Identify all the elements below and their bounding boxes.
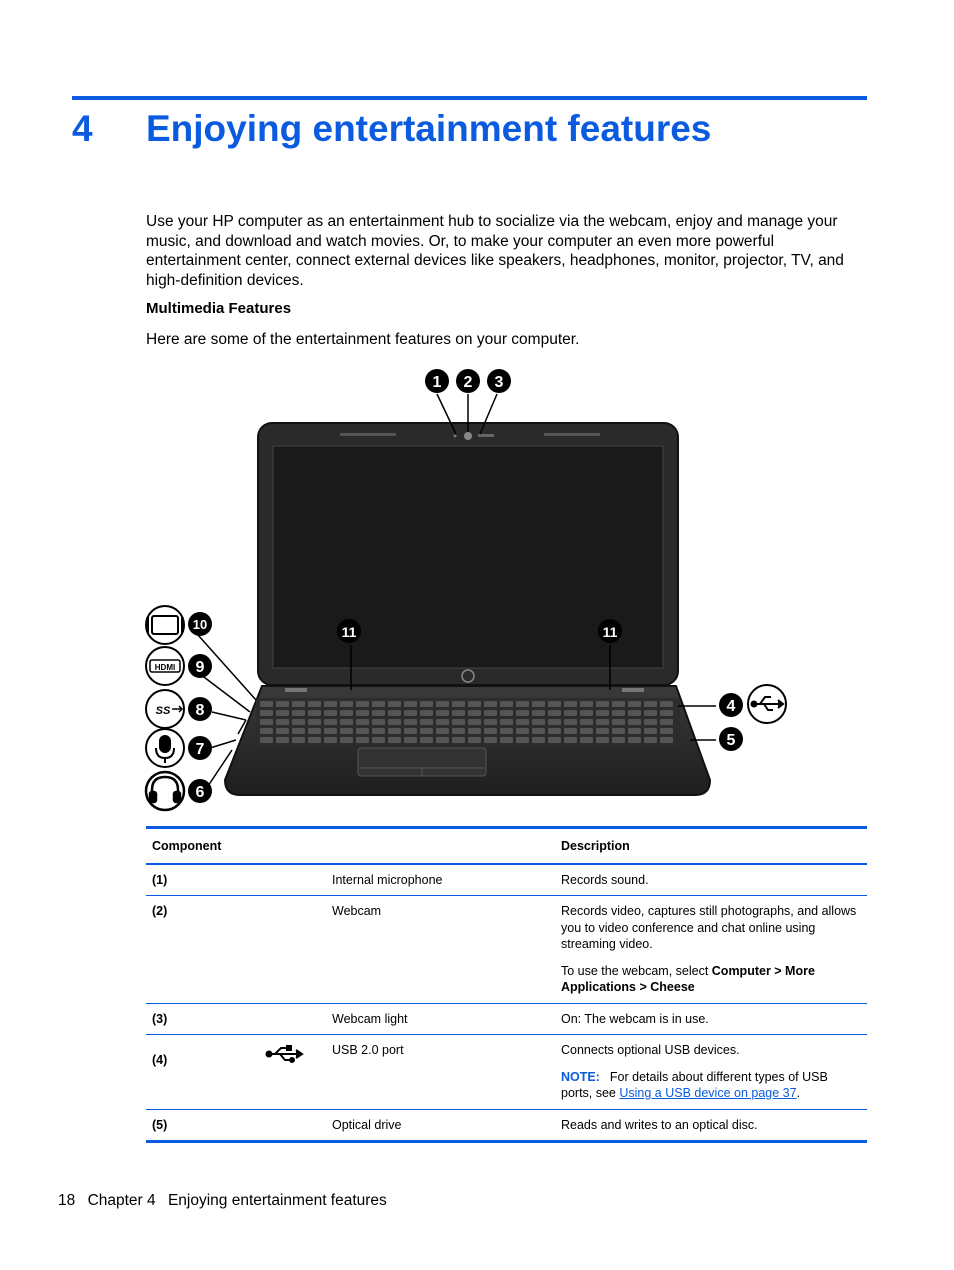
section-heading: Multimedia Features (146, 300, 292, 317)
keyboard-key (324, 728, 337, 734)
keyboard-key (484, 710, 497, 716)
keyboard-key (452, 728, 465, 734)
keyboard-key (324, 710, 337, 716)
callout-8 (188, 697, 212, 721)
callout-9 (188, 654, 212, 678)
keyboard-key (644, 737, 657, 743)
keyboard-key (660, 719, 673, 725)
keyboard-key (388, 719, 401, 725)
row-component: Webcam (326, 896, 555, 1004)
svg-text:4: 4 (726, 698, 736, 715)
keyboard-key (628, 701, 641, 707)
keyboard-key (356, 728, 369, 734)
keyboard-key (356, 710, 369, 716)
keyboard-key (292, 710, 305, 716)
keyboard-key (372, 737, 385, 743)
keyboard-key (404, 701, 417, 707)
vga-port-icon (146, 606, 184, 644)
keyboard-key (484, 701, 497, 707)
keyboard-key (404, 710, 417, 716)
keyboard-key (356, 719, 369, 725)
keyboard-key (500, 728, 513, 734)
keyboard-key (372, 719, 385, 725)
keyboard-key (340, 728, 353, 734)
keyboard-key (596, 737, 609, 743)
callout-4 (719, 693, 743, 717)
keyboard-key (628, 728, 641, 734)
keyboard-key (612, 719, 625, 725)
keyboard-key (612, 728, 625, 734)
svg-text:11: 11 (341, 624, 357, 640)
keyboard-key (612, 737, 625, 743)
page-number: 18 (58, 1192, 76, 1209)
keyboard-key (276, 737, 289, 743)
keyboard-key (644, 701, 657, 707)
section-lead: Here are some of the entertainment features on your computer. (146, 331, 580, 348)
keyboard-key (436, 701, 449, 707)
keyboard-key (660, 728, 673, 734)
keyboard-key (484, 737, 497, 743)
row-number: (1) (146, 864, 326, 896)
keyboard-key (468, 719, 481, 725)
row-number: (3) (146, 1003, 326, 1035)
keyboard-key (292, 701, 305, 707)
keyboard (256, 698, 680, 746)
keyboard-key (500, 719, 513, 725)
keyboard-key (420, 710, 433, 716)
keyboard-key (324, 719, 337, 725)
callout-7 (188, 736, 212, 760)
svg-text:10: 10 (192, 617, 208, 632)
keyboard-key (452, 737, 465, 743)
keyboard-key (564, 728, 577, 734)
table-row (146, 896, 867, 1004)
keyboard-key (532, 719, 545, 725)
row-description: Records video, captures still photographs, and allows you to video conference and chat online using streaming video. To use the webcam, select Computer > More Applications > Cheese (555, 896, 867, 1004)
keyboard-key (372, 701, 385, 707)
headphone-icon (146, 772, 184, 810)
row-component: Optical drive (326, 1109, 555, 1142)
keyboard-key (548, 701, 561, 707)
usb3-icon (146, 690, 184, 728)
keyboard-key (452, 719, 465, 725)
header-component: Component (146, 828, 555, 864)
keyboard-key (596, 701, 609, 707)
keyboard-key (548, 710, 561, 716)
keyboard-key (420, 719, 433, 725)
svg-text:SS: SS (155, 705, 171, 717)
keyboard-key (340, 737, 353, 743)
intro-paragraph: Use your HP computer as an entertainment hub to socialize via the webcam, enjoy and manage your music, and download and watch movies. Or, to make your computer an even more powerful entertainment center, connect external devices like speakers, headphones, monitor, projector, TV, and high-definition devices. (146, 213, 844, 289)
keyboard-key (516, 710, 529, 716)
keyboard-key (500, 710, 513, 716)
keyboard-key (612, 701, 625, 707)
row-number: (2) (146, 896, 326, 1004)
keyboard-key (260, 710, 273, 716)
usb-device-link[interactable]: Using a USB device on page 37 (619, 1086, 797, 1100)
keyboard-key (564, 737, 577, 743)
keyboard-key (436, 719, 449, 725)
keyboard-key (308, 701, 321, 707)
keyboard-key (660, 710, 673, 716)
keyboard-key (388, 737, 401, 743)
svg-text:7: 7 (195, 741, 205, 758)
keyboard-key (260, 701, 273, 707)
svg-text:1: 1 (432, 374, 442, 391)
row-description: Records sound. (555, 864, 867, 896)
chapter-rule (72, 96, 867, 100)
callout-11-right (598, 619, 622, 643)
keyboard-key (260, 728, 273, 734)
keyboard-key (340, 719, 353, 725)
keyboard-key (644, 728, 657, 734)
keyboard-key (628, 719, 641, 725)
keyboard-key (340, 710, 353, 716)
svg-text:6: 6 (195, 784, 205, 801)
keyboard-key (484, 719, 497, 725)
keyboard-key (532, 728, 545, 734)
keyboard-key (660, 737, 673, 743)
row-component: USB 2.0 port (326, 1035, 555, 1110)
keyboard-key (308, 710, 321, 716)
keyboard-key (276, 719, 289, 725)
keyboard-key (644, 719, 657, 725)
keyboard-key (388, 701, 401, 707)
row-description: On: The webcam is in use. (555, 1003, 867, 1035)
keyboard-key (660, 701, 673, 707)
keyboard-key (596, 710, 609, 716)
keyboard-key (532, 737, 545, 743)
keyboard-key (404, 737, 417, 743)
keyboard-key (580, 719, 593, 725)
svg-text:HDMI: HDMI (154, 663, 176, 672)
keyboard-key (468, 701, 481, 707)
keyboard-key (388, 710, 401, 716)
keyboard-key (260, 719, 273, 725)
table-row (146, 1003, 867, 1035)
chapter-title: Enjoying entertainment features (146, 108, 712, 149)
keyboard-key (548, 737, 561, 743)
keyboard-key (276, 728, 289, 734)
row-component: Webcam light (326, 1003, 555, 1035)
keyboard-key (388, 728, 401, 734)
component-table (146, 826, 867, 1143)
keyboard-key (516, 719, 529, 725)
row-description: Connects optional USB devices. NOTE: For details about different types of USB ports, see Using a USB device on page 37. (555, 1035, 867, 1110)
keyboard-key (516, 728, 529, 734)
keyboard-key (468, 728, 481, 734)
keyboard-key (500, 737, 513, 743)
chapter-number: 4 (72, 108, 93, 149)
keyboard-key (420, 728, 433, 734)
keyboard-key (372, 728, 385, 734)
keyboard-key (628, 710, 641, 716)
footer-chapter: Chapter 4 (87, 1192, 156, 1209)
row-number: (5) (146, 1109, 326, 1142)
keyboard-key (452, 710, 465, 716)
keyboard-key (436, 728, 449, 734)
keyboard-key (468, 737, 481, 743)
keyboard-key (516, 701, 529, 707)
laptop-figure (140, 364, 800, 816)
svg-text:5: 5 (726, 732, 736, 749)
row-description: Reads and writes to an optical disc. (555, 1109, 867, 1142)
keyboard-key (468, 710, 481, 716)
keyboard-key (452, 701, 465, 707)
webcam-lens (464, 432, 472, 440)
hdmi-icon (146, 647, 184, 685)
keyboard-key (324, 701, 337, 707)
keyboard-key (532, 701, 545, 707)
keyboard-key (276, 710, 289, 716)
usb-icon (748, 685, 786, 723)
keyboard-key (596, 728, 609, 734)
callout-3 (487, 369, 511, 393)
keyboard-key (612, 710, 625, 716)
table-row (146, 1035, 867, 1110)
row-number: (4) (152, 1053, 168, 1067)
svg-text:9: 9 (195, 659, 205, 676)
keyboard-key (628, 737, 641, 743)
keyboard-key (564, 710, 577, 716)
keyboard-key (404, 719, 417, 725)
keyboard-key (580, 728, 593, 734)
keyboard-key (500, 701, 513, 707)
keyboard-key (580, 710, 593, 716)
keyboard-key (292, 728, 305, 734)
keyboard-key (532, 710, 545, 716)
callout-6 (188, 779, 212, 803)
microphone-icon (146, 729, 184, 767)
usb-icon (265, 1044, 305, 1069)
callout-10 (188, 612, 212, 636)
table-row (146, 864, 867, 896)
keyboard-key (356, 701, 369, 707)
keyboard-key (436, 710, 449, 716)
keyboard-key (356, 737, 369, 743)
keyboard-key (292, 719, 305, 725)
page-footer (58, 1192, 395, 1210)
keyboard-key (548, 728, 561, 734)
keyboard-key (308, 728, 321, 734)
keyboard-key (324, 737, 337, 743)
header-description: Description (555, 828, 867, 864)
note-label: NOTE: (561, 1069, 600, 1084)
keyboard-key (580, 701, 593, 707)
keyboard-key (420, 737, 433, 743)
keyboard-key (340, 701, 353, 707)
keyboard-key (596, 719, 609, 725)
keyboard-key (308, 719, 321, 725)
keyboard-key (308, 737, 321, 743)
callout-11-left (337, 619, 361, 643)
keyboard-key (564, 719, 577, 725)
callout-5 (719, 727, 743, 751)
keyboard-key (292, 737, 305, 743)
keyboard-key (276, 701, 289, 707)
keyboard-key (580, 737, 593, 743)
svg-text:8: 8 (195, 702, 205, 719)
keyboard-key (260, 737, 273, 743)
row-component: Internal microphone (326, 864, 555, 896)
table-header-row (146, 828, 867, 864)
table-row (146, 1109, 867, 1142)
keyboard-key (484, 728, 497, 734)
footer-title: Enjoying entertainment features (167, 1192, 387, 1209)
keyboard-key (516, 737, 529, 743)
keyboard-key (404, 728, 417, 734)
keyboard-key (436, 737, 449, 743)
keyboard-key (548, 719, 561, 725)
callout-1 (425, 369, 449, 393)
svg-text:2: 2 (463, 374, 473, 391)
callout-2 (456, 369, 480, 393)
keyboard-key (420, 701, 433, 707)
svg-text:3: 3 (494, 374, 504, 391)
svg-text:11: 11 (602, 624, 618, 640)
keyboard-key (372, 710, 385, 716)
keyboard-key (564, 701, 577, 707)
keyboard-key (644, 710, 657, 716)
